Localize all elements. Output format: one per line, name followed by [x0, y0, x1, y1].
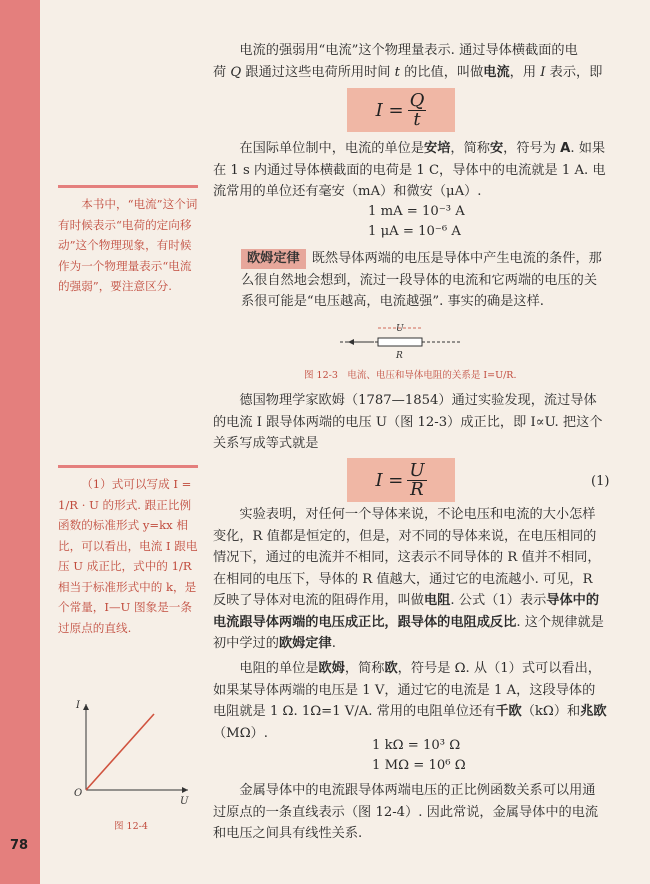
sidebar-rule: [58, 465, 198, 468]
formula-ohm-law: I = $\frac{U}{R}$: [347, 458, 455, 502]
figure-12-4-iu-graph: [66, 698, 196, 808]
fig124-origin-label: O: [74, 788, 83, 799]
paragraph-linear-relation: 金属导体中的电流跟导体两端电压的正比例函数关系可以用通过原点的一条直线表示（图 12-4）. 因此常说，金属导体中的电流和电压之间具有线性关系.: [213, 783, 599, 841]
formula-current-definition: I = $\frac{Q}{t}$: [347, 88, 455, 132]
paragraph-current-unit: 在国际单位制中，电流的单位是安培，简称安，符号为 A. 如果在 1 s 内通过导体横截面的电荷是 1 C，导体中的电流就是 1 A. 电流常用的单位还有毫安（mA）和微安（μA）.: [213, 141, 606, 199]
iu-line: [86, 714, 154, 790]
page-edge-band: [0, 0, 40, 884]
equation-number: (1): [591, 474, 610, 489]
fig124-i-label: I: [76, 700, 80, 711]
paragraph-current-definition: 电流的强弱用“电流”这个物理量表示. 通过导体横截面的电 荷 Q 跟通过这些电荷所用时间 t 的比值，叫做电流，用 I 表示，即: [213, 43, 603, 80]
page-number: 78: [10, 838, 29, 853]
unit-conversion-mohm: 1 MΩ = 10⁶ Ω: [372, 758, 466, 773]
figure-12-3-resistor: [330, 320, 470, 362]
sidebar-note-current: 本书中，“电流”这个词有时候表示“电荷的定向移动”这个物理现象，有时候作为一个物理量表示“电流的强弱”，要注意区分.: [58, 185, 198, 297]
paragraph-ohm-discovery: 德国物理学家欧姆（1787—1854）通过实验发现，流过导体的电流 I 跟导体两端的电压 U（图 12-3）成正比，即 I∝U. 把这个关系写成等式就是: [213, 393, 603, 451]
unit-conversion-ma: 1 mA = 10⁻³ A: [368, 204, 465, 219]
sidebar-note-ohm-form: （1）式可以写成 I = 1/R · U 的形式. 跟正比例函数的标准形式 y=kx 相比，可以看出，电流 I 跟电压 U 成正比，式中的 1/R 相当于标准形式中的 k，是个常量，I—U 图象是一条过原点的直线.: [58, 465, 198, 638]
unit-conversion-ua: 1 μA = 10⁻⁶ A: [368, 224, 461, 239]
unit-conversion-kohm: 1 kΩ = 10³ Ω: [372, 738, 461, 753]
fig123-caption: 图 12-3 电流、电压和导体电阻的关系是 I=U/R.: [304, 370, 517, 381]
fig124-caption: 图 12-4: [114, 821, 148, 832]
fig124-u-label: U: [180, 796, 189, 807]
paragraph-ohm-intro: 欧姆定律 既然导体两端的电压是导体中产生电流的条件，那么很自然地会想到，流过一段导体的电流和它两端的电压的关系很可能是“电压越高，电流越强”. 事实的确是这样.: [241, 251, 602, 309]
fig123-u-label: U: [396, 324, 404, 334]
section-tag-ohm-law: 欧姆定律: [241, 249, 306, 269]
paragraph-resistance: 实验表明，对任何一个导体来说，不论电压和电流的大小怎样变化，R 值都是恒定的，但是，对不同的导体来说，在电压相同的情况下，通过的电流并不相同，这表示不同导体的 R 值并不相同，在相同的电压下，导体的 R 值越大，通过它的电流越小. 可见，R 反映了导体对电流的阻碍作用，叫做电阻. 公式（1）表示导体中的电流跟导体两端的电压成正比，跟导体的电阻成反比. 这个规律就是初中学过的欧姆定律.: [213, 507, 604, 651]
sidebar-rule: [58, 185, 198, 188]
paragraph-ohm-unit: 电阻的单位是欧姆，简称欧，符号是 Ω. 从（1）式可以看出，如果某导体两端的电压是 1 V，通过它的电流是 1 A，这段导体的电阻就是 1 Ω. 1Ω=1 V/A. 常用的电阻单位还有千欧（kΩ）和兆欧（MΩ）.: [213, 661, 607, 741]
fig123-r-label: R: [396, 351, 403, 361]
